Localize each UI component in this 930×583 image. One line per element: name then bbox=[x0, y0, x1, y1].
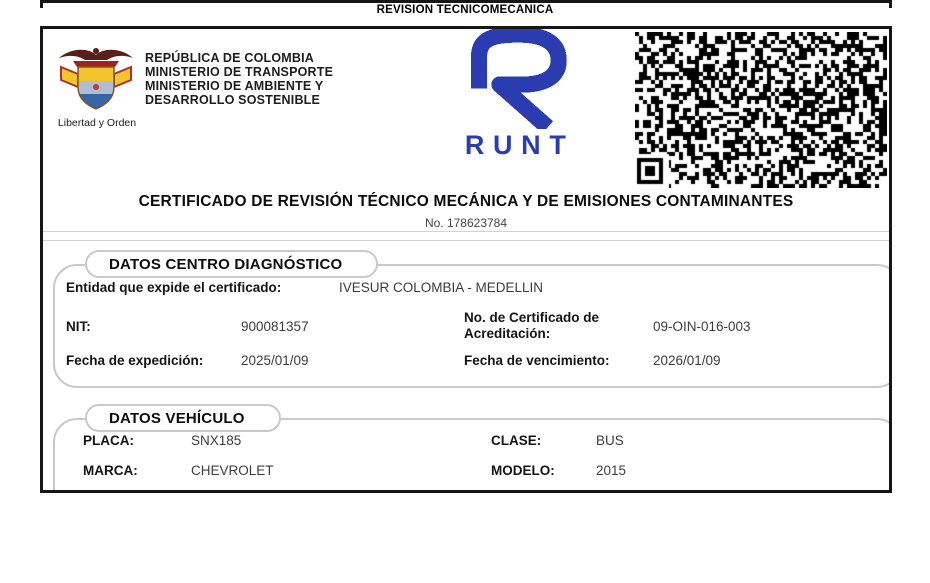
clase-value: BUS bbox=[596, 433, 624, 448]
colombia-coat-of-arms-icon bbox=[53, 43, 139, 115]
ministry-line: MINISTERIO DE TRANSPORTE bbox=[145, 65, 334, 79]
title-divider-band bbox=[43, 231, 889, 241]
section-datos-vehiculo-title: DATOS VEHÍCULO bbox=[85, 404, 281, 432]
certificado-acreditacion-label: No. de Certificado de Acreditación: bbox=[464, 310, 600, 341]
barcode-area bbox=[635, 32, 887, 188]
placa-value: SNX185 bbox=[191, 433, 242, 448]
page-title: REVISION TECNICOMECANICA bbox=[376, 4, 554, 16]
coat-of-arms-motto: Libertad y Orden bbox=[57, 117, 137, 129]
fecha-expedicion-label: Fecha de expedición: bbox=[66, 353, 204, 368]
nit-label: NIT: bbox=[66, 319, 91, 334]
nit-value: 900081357 bbox=[241, 319, 309, 334]
marca-label: MARCA: bbox=[83, 463, 138, 478]
ministry-text-block bbox=[145, 51, 333, 107]
modelo-value: 2015 bbox=[596, 463, 627, 478]
ministry-line: REPÚBLICA DE COLOMBIA bbox=[145, 51, 315, 65]
certificado-acreditacion-value: 09-OIN-016-003 bbox=[653, 319, 751, 334]
fecha-vencimiento-value: 2026/01/09 bbox=[653, 353, 721, 368]
certificate-title: CERTIFICADO DE REVISIÓN TÉCNICO MECÁNICA Y DE EMISIONES CONTAMINANTES bbox=[138, 193, 794, 210]
ministry-line: MINISTERIO DE AMBIENTE Y bbox=[145, 79, 324, 93]
placa-label: PLACA: bbox=[83, 433, 134, 448]
entidad-label: Entidad que expide el certificado: bbox=[66, 280, 282, 295]
entidad-value: IVESUR COLOMBIA - MEDELLIN bbox=[339, 280, 544, 295]
runt-logo bbox=[443, 29, 591, 161]
runt-logo-text: RUNT bbox=[464, 130, 575, 160]
top-divider-rule bbox=[40, 0, 892, 3]
fecha-vencimiento-label: Fecha de vencimiento: bbox=[464, 353, 610, 368]
section-centro-diagnostico-title: DATOS CENTRO DIAGNÓSTICO bbox=[85, 250, 378, 278]
certificate-frame bbox=[40, 26, 892, 493]
marca-value: CHEVROLET bbox=[191, 463, 274, 478]
certificate-number: No. 178623784 bbox=[424, 216, 508, 230]
barcode bbox=[635, 32, 887, 188]
clase-label: CLASE: bbox=[491, 433, 542, 448]
ministry-line: DESARROLLO SOSTENIBLE bbox=[145, 93, 321, 107]
runt-stripes-icon bbox=[454, 29, 580, 129]
modelo-label: MODELO: bbox=[491, 463, 555, 478]
fecha-expedicion-value: 2025/01/09 bbox=[241, 353, 309, 368]
